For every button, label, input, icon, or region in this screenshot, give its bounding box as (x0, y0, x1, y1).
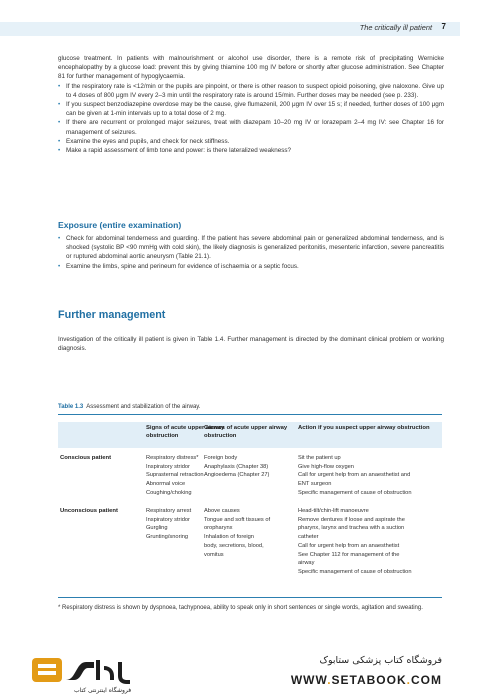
url-www: WWW (290, 673, 328, 687)
url-domain: SETABOOK (331, 673, 407, 687)
row-label-conscious: Conscious patient (60, 455, 112, 461)
store-banner (0, 646, 500, 700)
exposure-bullets (58, 234, 444, 271)
exposure-heading: Exposure (entire examination) (58, 220, 182, 230)
cell-signs-conscious: Respiratory distress* Inspiratory stridor Suprasternal retraction Abnormal voice Coughing/choking (146, 455, 204, 496)
table-header-causes: Causes of acute upper airway obstruction (204, 425, 288, 439)
table-caption (58, 404, 201, 410)
bullet-item: • If the respiratory rate is <12/min or the pupils are pinpoint, or there is other reason to suspect opioid poisoning, give naloxone. Give up to 4 doses of 800 μgm IV every 2–3 min until the respiratory rate is around 15/min. Further doses may be needed (see p. 233). (58, 82, 444, 100)
paragraph: Investigation of the critically ill patient is given in Table 1.4. Further management is directed by the dominant clinical problem or working diagnosis. (58, 336, 444, 353)
setabook-logo-icon (30, 652, 150, 694)
chapter-title: The critically ill patient (359, 23, 432, 32)
bullet-item: • Examine the eyes and pupils, and check for neck stiffness. (58, 137, 444, 146)
cell-signs-unconscious: Respiratory arrest Inspiratory stridor Gurgling Grunting/snoring (146, 508, 192, 541)
table-header-signs: Signs of acute upper airway obstruction (146, 425, 225, 439)
cell-causes-unconscious: Above causes Tongue and soft tissues of oropharynx Inhalation of foreign body, secretions, blood, vomitus (204, 508, 271, 558)
table-top-rule (58, 414, 442, 415)
logo-subtitle: فروشگاه اینترنتی کتاب (74, 687, 132, 694)
continued-paragraph: glucose treatment. In patients with malnourishment or alcohol use disorder, there is a remote risk of precipitating Wernicke encephalopathy by a glucose load: prevent this by giving thiamine 100 mg IV before or shortly after glucose administration. See Chapter 81 for further management of hypoglycaemia. (58, 55, 444, 81)
running-header (0, 22, 500, 38)
bullet-item: • Examine the limbs, spine and perineum for evidence of ischaemia or a septic focus. (58, 262, 444, 271)
table-label: Table 1.3 (58, 404, 84, 410)
row-label-unconscious: Unconscious patient (60, 508, 118, 514)
further-management-text (58, 335, 444, 353)
top-section (58, 54, 444, 155)
cell-actions-unconscious: Head-tilt/chin-lift manoeuvre Remove dentures if loose and aspirate the pharynx, larynx and trachea with a suction catheter Call for urgent help from an anaesthetist See Chapter 112 for management of the airway Specific management of cause of obstruction (298, 508, 412, 575)
store-title: فروشگاه کتاب پزشکی ستابوک (319, 655, 442, 666)
bullet-item: • Make a rapid assessment of limb tone and power: is there lateralized weakness? (58, 146, 444, 155)
exposure-section (58, 234, 444, 271)
table-caption-text: Assessment and stabilization of the airway. (86, 404, 201, 410)
bullet-item: • Check for abdominal tenderness and guarding. If the patient has severe abdominal pain or generalized abdominal tenderness, and is shocked (systolic BP <90 mmHg with cold skin), the likely diagnosis is generalized peritonitis, mesenteric infarction, severe pancreatitis or ruptured abdominal aortic aneurysm (Table 21.1). (58, 234, 444, 262)
bullet-item: • If you suspect benzodiazepine overdose may be the cause, give flumazenil, 200 μgm IV over 15 s; if needed, further doses of 100 μgm can be given at 1-min intervals up to a total dose of 2 mg. (58, 100, 444, 118)
bullet-item: • If there are recurrent or prolonged major seizures, treat with diazepam 10–20 mg IV or lorazepam 2–4 mg IV: see Chapter 16 for management of seizures. (58, 118, 444, 136)
cell-actions-conscious: Sit the patient up Give high-flow oxygen Call for urgent help from an anaesthetist and ENT surgeon Specific management of cause of obstruction (298, 455, 412, 496)
table-footnote: * Respiratory distress is shown by dyspnoea, tachypnoea, ability to speak only in short sentences or single words, agitation and sweating. (58, 605, 423, 611)
further-management-heading: Further management (58, 309, 166, 321)
page-number: 7 (441, 22, 446, 31)
store-url[interactable]: WWW.SETABOOK.COM (290, 673, 442, 687)
table-header-actions: Action if you suspect upper airway obstruction (298, 425, 430, 431)
table-bottom-rule (58, 597, 442, 598)
cell-causes-conscious: Foreign body Anaphylaxis (Chapter 38) Angioedema (Chapter 27) (204, 455, 270, 479)
url-tld: COM (411, 673, 442, 687)
bullet-list (58, 82, 444, 156)
